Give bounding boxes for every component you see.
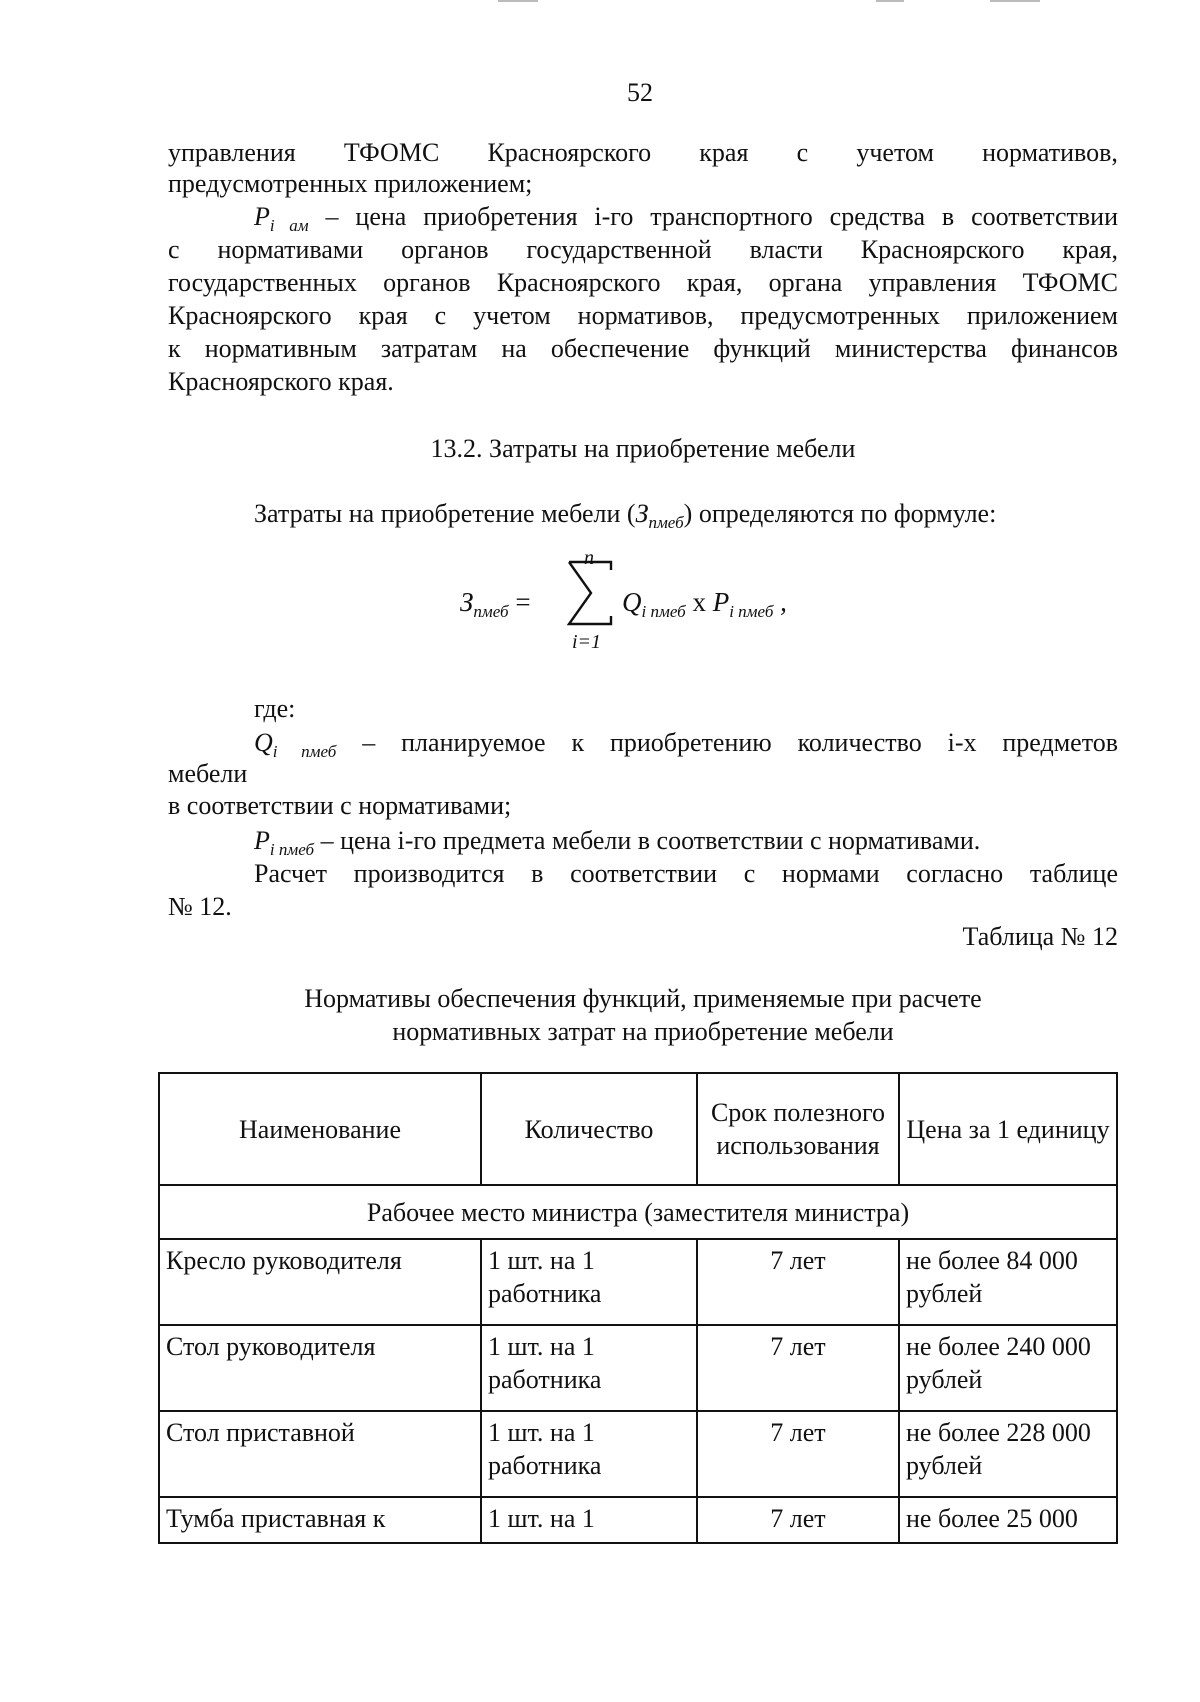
cell-name: Кресло руководителя bbox=[159, 1239, 481, 1325]
formula-intro-symbol: З bbox=[635, 499, 649, 528]
norms-table bbox=[158, 1072, 1118, 1544]
q-definition-line-3: в соответствии с нормативами; bbox=[168, 791, 512, 820]
scan-artifact bbox=[876, 0, 904, 2]
cell-term: 7 лет bbox=[697, 1411, 899, 1497]
p-definition-text: – цена i-го предмета мебели в соответствии с нормативами. bbox=[320, 826, 981, 855]
cell-term: 7 лет bbox=[697, 1325, 899, 1411]
table-row bbox=[159, 1325, 1117, 1411]
cell-name: Стол руководителя bbox=[159, 1325, 481, 1411]
table-row bbox=[159, 1497, 1117, 1543]
formula-intro bbox=[254, 497, 1118, 530]
scan-artifact bbox=[990, 0, 1040, 2]
table-section-row bbox=[159, 1185, 1117, 1239]
formula-q-index: i пмеб bbox=[641, 602, 686, 621]
p-definition-line bbox=[254, 824, 1118, 857]
intro-line-1 bbox=[168, 136, 1118, 169]
cell-term: 7 лет bbox=[697, 1239, 899, 1325]
page-number: 52 bbox=[627, 78, 653, 107]
scan-artifact bbox=[498, 0, 538, 2]
where-label: где: bbox=[254, 694, 296, 723]
formula-q: Q bbox=[622, 587, 642, 617]
formula-lhs-symbol: З bbox=[460, 587, 474, 617]
intro-word: ТФОМС bbox=[343, 138, 440, 167]
formula-p-index: i пмеб bbox=[729, 602, 774, 621]
q-definition-text: – планируемое к приобретению количество i-х предметов bbox=[362, 728, 1118, 757]
intro-word: края bbox=[699, 138, 749, 167]
p-am-definition-line bbox=[254, 200, 1118, 233]
section-heading: 13.2. Затраты на приобретение мебели bbox=[430, 434, 856, 463]
q-definition-line bbox=[254, 726, 1118, 759]
cell-name: Тумба приставная к bbox=[159, 1497, 481, 1543]
sum-upper-limit: n bbox=[584, 547, 594, 569]
cell-quantity: 1 шт. на 1 bbox=[481, 1497, 697, 1543]
paragraph-line: с нормативами органов государственной власти Красноярского края, bbox=[168, 235, 1118, 264]
header-unit-price: Цена за 1 единицу bbox=[899, 1073, 1117, 1185]
cell-quantity: 1 шт. на 1 работника bbox=[481, 1325, 697, 1411]
cell-price: не более 228 000 рублей bbox=[899, 1411, 1117, 1497]
calc-note-line-1: Расчет производится в соответствии с нормами согласно таблице bbox=[254, 859, 1118, 888]
p-symbol-index: i пмеб bbox=[269, 840, 315, 859]
intro-word: с bbox=[796, 138, 809, 167]
section-row-label: Рабочее место министра (заместителя министра) bbox=[159, 1185, 1117, 1239]
formula-p: P bbox=[712, 587, 730, 617]
table-row bbox=[159, 1239, 1117, 1325]
cell-term: 7 лет bbox=[697, 1497, 899, 1543]
table-title-line-2: нормативных затрат на приобретение мебели bbox=[392, 1017, 894, 1046]
p-am-definition-text: – цена приобретения i-го транспортного средства в соответствии bbox=[325, 202, 1118, 231]
formula-intro-after: ) определяются по формуле: bbox=[683, 499, 997, 528]
paragraph-line: Красноярского края. bbox=[168, 367, 394, 396]
intro-line-2: предусмотренных приложением; bbox=[168, 169, 533, 198]
cell-quantity: 1 шт. на 1 работника bbox=[481, 1411, 697, 1497]
cell-price: не более 25 000 bbox=[899, 1497, 1117, 1543]
paragraph-line: Красноярского края с учетом нормативов, предусмотренных приложением bbox=[168, 301, 1118, 330]
p-symbol: P bbox=[254, 202, 270, 231]
intro-word: управления bbox=[168, 138, 296, 167]
formula-lhs-index: пмеб bbox=[473, 602, 509, 621]
intro-word: учетом bbox=[856, 138, 934, 167]
sigma-icon bbox=[565, 558, 615, 628]
formula-times: x bbox=[692, 587, 706, 617]
cell-price: не более 240 000 рублей bbox=[899, 1325, 1117, 1411]
intro-word: Красноярского bbox=[487, 138, 652, 167]
table-header-row bbox=[159, 1073, 1117, 1185]
cost-formula bbox=[460, 548, 860, 658]
table-row bbox=[159, 1411, 1117, 1497]
formula-intro-symbol-index: пмеб bbox=[648, 513, 684, 532]
cell-name: Стол приставной bbox=[159, 1411, 481, 1497]
p-symbol-index: i ам bbox=[269, 216, 309, 235]
paragraph-line: к нормативным затратам на обеспечение функций министерства финансов bbox=[168, 334, 1118, 363]
formula-comma: , bbox=[780, 587, 787, 617]
header-quantity: Количество bbox=[481, 1073, 697, 1185]
p-symbol: P bbox=[254, 826, 270, 855]
calc-note-line-2: № 12. bbox=[168, 892, 232, 921]
sum-lower-limit: i=1 bbox=[572, 631, 602, 653]
formula-intro-before: Затраты на приобретение мебели ( bbox=[254, 499, 636, 528]
intro-word: нормативов, bbox=[982, 138, 1118, 167]
formula-rhs bbox=[622, 586, 787, 619]
table-title-line-1: Нормативы обеспечения функций, применяемые при расчете bbox=[304, 984, 982, 1013]
cell-quantity: 1 шт. на 1 работника bbox=[481, 1239, 697, 1325]
header-name: Наименование bbox=[159, 1073, 481, 1185]
q-definition-line-2: мебели bbox=[168, 759, 248, 788]
formula-equals: = bbox=[515, 587, 531, 617]
cell-price: не более 84 000 рублей bbox=[899, 1239, 1117, 1325]
paragraph-line: государственных органов Красноярского края, органа управления ТФОМС bbox=[168, 268, 1118, 297]
formula-lhs bbox=[460, 586, 531, 619]
header-useful-life: Срок полезного использования bbox=[697, 1073, 899, 1185]
q-symbol-index: i пмеб bbox=[272, 742, 337, 761]
q-symbol: Q bbox=[254, 728, 273, 757]
table-label: Таблица № 12 bbox=[962, 922, 1118, 951]
